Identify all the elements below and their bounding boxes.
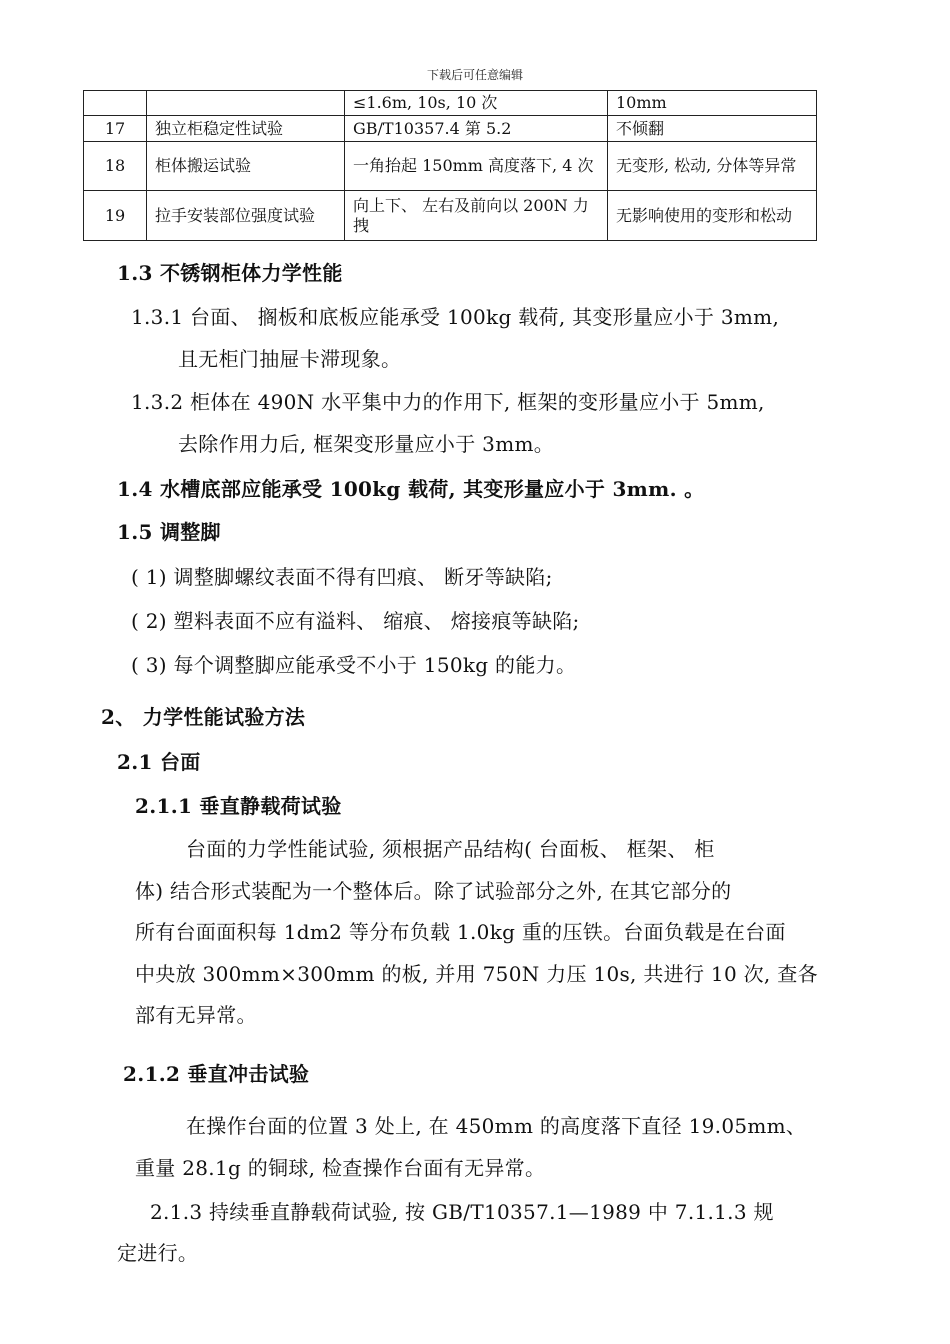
paragraph-line: 重量 28.1g 的铜球, 检查操作台面有无异常。 (135, 1156, 546, 1180)
test-method: 向上下、 左右及前向以 200N 力拽 (345, 191, 608, 241)
test-item: 柜体搬运试验 (147, 142, 345, 191)
section-1-4-heading: 1.4 水槽底部应能承受 100kg 载荷, 其变形量应小于 3mm. 。 (117, 477, 705, 501)
paragraph-line: 体) 结合形式装配为一个整体后。除了试验部分之外, 在其它部分的 (135, 879, 732, 903)
paragraph-line: 部有无异常。 (135, 1003, 257, 1027)
table-row (84, 91, 817, 116)
section-2-heading: 2、 力学性能试验方法 (101, 705, 306, 729)
list-item: ( 2) 塑料表面不应有溢料、 缩痕、 熔接痕等缺陷; (131, 609, 580, 633)
test-item (147, 91, 345, 116)
paragraph-line: 在操作台面的位置 3 处上, 在 450mm 的高度落下直径 19.05mm、 (186, 1114, 807, 1138)
test-spec-table (83, 90, 817, 241)
row-number: 19 (84, 191, 147, 241)
paragraph-line: 2.1.3 持续垂直静载荷试验, 按 GB/T10357.1—1989 中 7.1.1.3 规 (150, 1200, 774, 1224)
test-result: 无影响使用的变形和松动 (608, 191, 817, 241)
list-item: ( 3) 每个调整脚应能承受不小于 150kg 的能力。 (131, 653, 577, 677)
section-1-5-heading: 1.5 调整脚 (117, 520, 221, 544)
paragraph-line: 台面的力学性能试验, 须根据产品结构( 台面板、 框架、 柜 (186, 837, 715, 861)
test-item: 拉手安装部位强度试验 (147, 191, 345, 241)
paragraph-line: 去除作用力后, 框架变形量应小于 3mm。 (178, 432, 555, 456)
test-result: 10mm (608, 91, 817, 116)
test-result: 不倾翻 (608, 116, 817, 142)
table-row (84, 191, 817, 241)
section-1-3-heading: 1.3 不锈钢柜体力学性能 (117, 261, 343, 285)
test-result: 无变形, 松动, 分体等异常 (608, 142, 817, 191)
paragraph-line: 1.3.2 柜体在 490N 水平集中力的作用下, 框架的变形量应小于 5mm, (131, 390, 765, 414)
paragraph-line: 中央放 300mm×300mm 的板, 并用 750N 力压 10s, 共进行 10 次, 查各 (135, 962, 818, 986)
paragraph-line: 定进行。 (117, 1241, 199, 1265)
row-number: 17 (84, 116, 147, 142)
page-header: 下载后可任意编辑 (426, 68, 523, 82)
section-2-1-1-heading: 2.1.1 垂直静载荷试验 (135, 794, 342, 818)
test-method: GB/T10357.4 第 5.2 (345, 116, 608, 142)
table-row (84, 116, 817, 142)
table-row (84, 142, 817, 191)
test-method: ≤1.6m, 10s, 10 次 (345, 91, 608, 116)
test-item: 独立柜稳定性试验 (147, 116, 345, 142)
row-number: 18 (84, 142, 147, 191)
section-2-1-heading: 2.1 台面 (117, 750, 201, 774)
paragraph-line: 所有台面面积每 1dm2 等分布负载 1.0kg 重的压铁。台面负载是在台面 (135, 920, 786, 944)
paragraph-line: 且无柜门抽屉卡滞现象。 (178, 347, 402, 371)
paragraph-line: 1.3.1 台面、 搁板和底板应能承受 100kg 载荷, 其变形量应小于 3mm, (131, 305, 780, 329)
row-number (84, 91, 147, 116)
section-2-1-2-heading: 2.1.2 垂直冲击试验 (123, 1062, 310, 1086)
test-method: 一角抬起 150mm 高度落下, 4 次 (345, 142, 608, 191)
list-item: ( 1) 调整脚螺纹表面不得有凹痕、 断牙等缺陷; (131, 565, 553, 589)
